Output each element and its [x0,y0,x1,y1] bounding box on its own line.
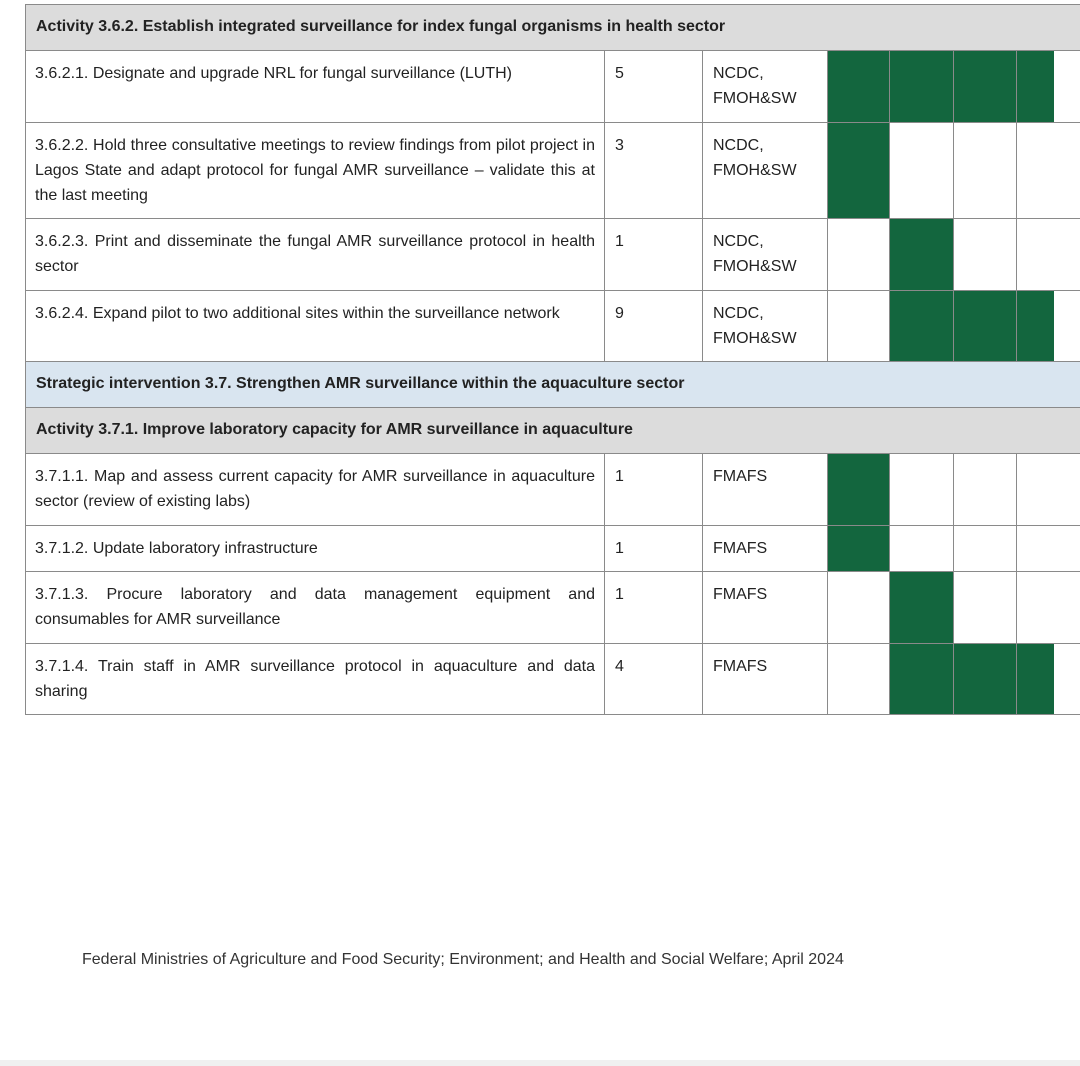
timeline-q3 [953,219,1016,290]
table-row [25,122,1080,218]
table-row [25,525,1080,571]
table-row [25,453,1080,525]
timeline-q1 [827,572,889,643]
timeline-q2 [889,123,953,218]
responsible-cell: FMAFS [702,572,827,643]
timeline-q3 [953,644,1016,714]
timeline-q1 [827,526,889,571]
page-footer: Federal Ministries of Agriculture and Food Security; Environment; and Health and Social Welfare; April 2024 [82,951,844,968]
timeline-q3 [953,123,1016,218]
timeline-q2 [889,51,953,122]
table-row [25,218,1080,290]
responsible-cell: FMAFS [702,644,827,714]
timeline-q1 [827,644,889,714]
timeline-q3 [953,526,1016,571]
priority-cell: 1 [604,526,702,571]
responsible-cell: NCDC, FMOH&SW [702,219,827,290]
timeline-q4 [1016,51,1054,122]
strategic-intervention-header-3-7: Strategic intervention 3.7. Strengthen AMR surveillance within the aquaculture sector [25,361,1080,407]
priority-cell: 5 [604,51,702,122]
priority-cell: 4 [604,644,702,714]
priority-cell: 1 [604,454,702,525]
timeline-q3 [953,291,1016,361]
page-bottom-edge [0,1060,1080,1066]
timeline-q3 [953,572,1016,643]
activity-cell: 3.6.2.3. Print and disseminate the fungal AMR surveillance protocol in health sector [35,233,595,275]
timeline-q4 [1016,644,1054,714]
activity-cell: 3.7.1.3. Procure laboratory and data management equipment and consumables for AMR surveillance [35,586,595,628]
activity-header-3-7-1: Activity 3.7.1. Improve laboratory capacity for AMR surveillance in aquaculture [25,407,1080,453]
activity-cell: 3.6.2.4. Expand pilot to two additional sites within the surveillance network [35,305,560,322]
table-row [25,571,1080,643]
timeline-q2 [889,526,953,571]
timeline-q1 [827,123,889,218]
responsible-cell: NCDC, FMOH&SW [702,123,827,218]
activity-header-3-6-2: Activity 3.6.2. Establish integrated surveillance for index fungal organisms in health sector [25,4,1080,50]
activity-cell: 3.6.2.2. Hold three consultative meetings to review findings from pilot project in Lagos State and adapt protocol for fungal AMR surveillance – validate this at the last meeting [35,137,595,204]
timeline-q4 [1016,123,1054,218]
activity-cell: 3.7.1.1. Map and assess current capacity for AMR surveillance in aquaculture sector (review of existing labs) [35,468,595,510]
timeline-q1 [827,291,889,361]
timeline-q4 [1016,291,1054,361]
responsible-cell: NCDC, FMOH&SW [702,291,827,361]
activity-cell: 3.7.1.4. Train staff in AMR surveillance protocol in aquaculture and data sharing [35,658,595,700]
timeline-q2 [889,572,953,643]
priority-cell: 9 [604,291,702,361]
timeline-q2 [889,291,953,361]
timeline-q2 [889,644,953,714]
responsible-cell: NCDC, FMOH&SW [702,51,827,122]
timeline-q3 [953,51,1016,122]
timeline-q1 [827,219,889,290]
timeline-q2 [889,454,953,525]
timeline-q4 [1016,454,1054,525]
priority-cell: 1 [604,572,702,643]
responsible-cell: FMAFS [702,454,827,525]
timeline-q1 [827,51,889,122]
timeline-q4 [1016,572,1054,643]
timeline-q4 [1016,526,1054,571]
implementation-table [25,4,1080,715]
table-row [25,50,1080,122]
timeline-q3 [953,454,1016,525]
priority-cell: 3 [604,123,702,218]
timeline-q4 [1016,219,1054,290]
table-row [25,290,1080,361]
responsible-cell: FMAFS [702,526,827,571]
priority-cell: 1 [604,219,702,290]
activity-cell: 3.7.1.2. Update laboratory infrastructure [35,540,318,557]
table-row [25,643,1080,715]
timeline-q2 [889,219,953,290]
timeline-q1 [827,454,889,525]
activity-cell: 3.6.2.1. Designate and upgrade NRL for fungal surveillance (LUTH) [35,65,512,82]
